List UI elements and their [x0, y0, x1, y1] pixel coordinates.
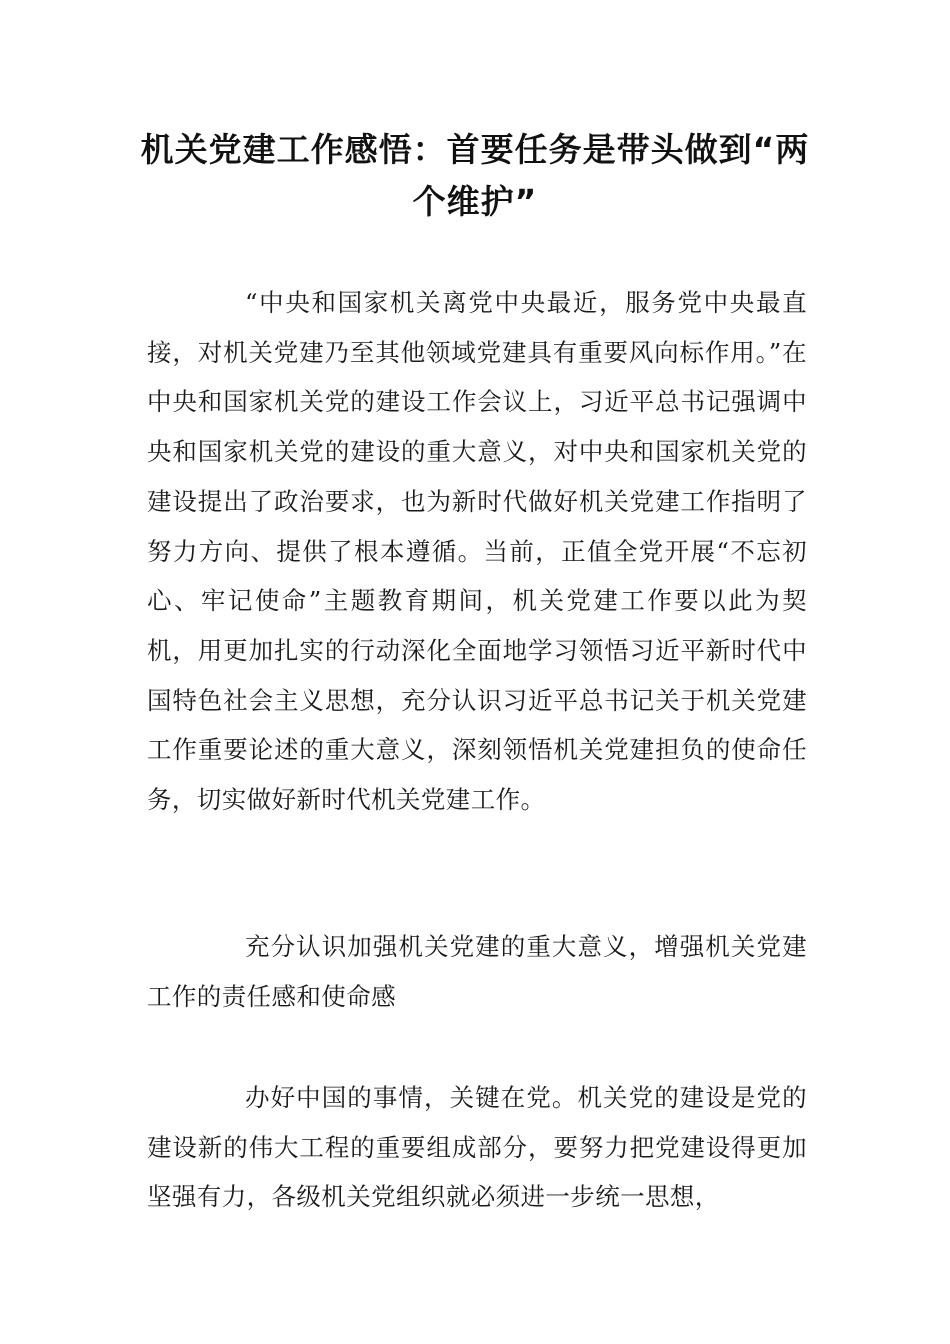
intro-paragraph: “中央和国家机关离党中央最近，服务党中央最直接，对机关党建乃至其他领域党建具有重要风向标作用。”在中央和国家机关党的建设工作会议上，习近平总书记强调中央和国家机关党的建设的重大意义，对中央和国家机关党的建设提出了政治要求，也为新时代做好机关党建工作指明了努力方向、提供了根本遵循。当前，正值全党开展“不忘初心、牢记使命”主题教育期间，机关党建工作要以此为契机，用更加扎实的行动深化全面地学习领悟习近平新时代中国特色社会主义思想，充分认识习近平总书记关于机关党建工作重要论述的重大意义，深刻领悟机关党建担负的使命任务，切实做好新时代机关党建工作。	[147, 288, 807, 815]
body-paragraph: 办好中国的事情，关键在党。机关党的建设是党的建设新的伟大工程的重要组成部分，要努力把党建设得更加坚强有力，各级机关党组织就必须进一步统一思想，	[147, 1083, 807, 1212]
document-title: 机关党建工作感悟：首要任务是带头做到“两个维护”	[140, 130, 810, 221]
section-heading-paragraph: 充分认识加强机关党建的重大意义，增强机关党建工作的责任感和使命感	[147, 932, 807, 1011]
